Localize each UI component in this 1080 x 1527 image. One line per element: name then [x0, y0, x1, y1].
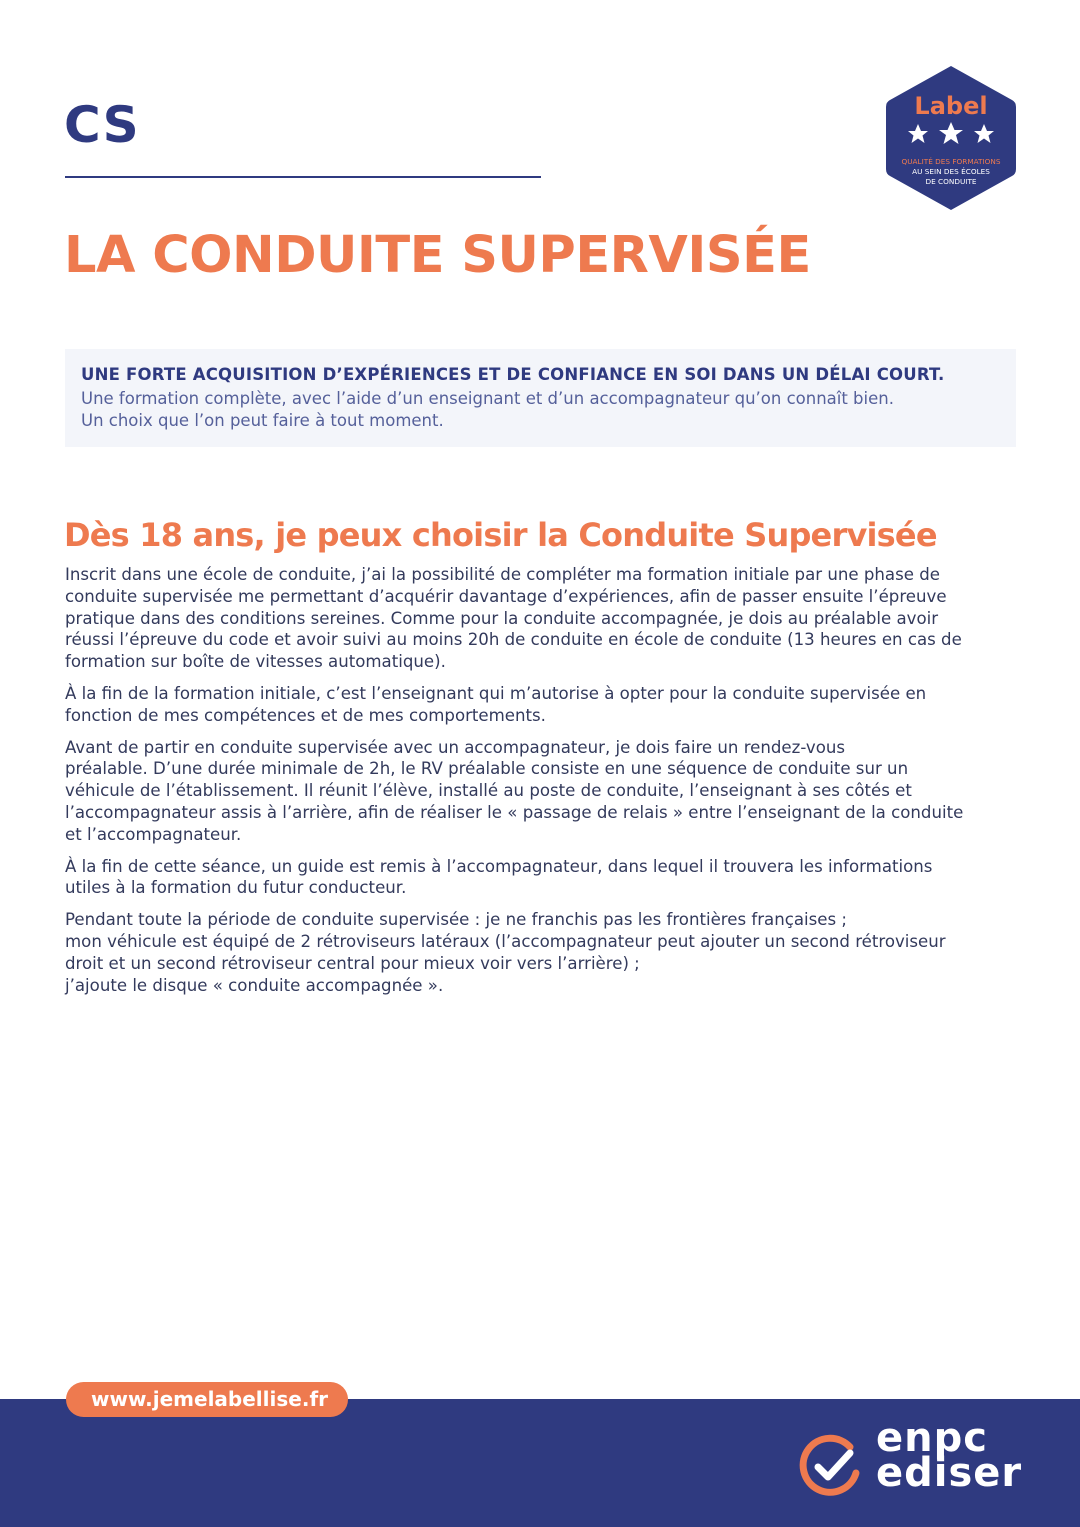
paragraph: [65, 564, 1025, 673]
website-link[interactable]: www.jemelabellise.fr: [66, 1382, 348, 1417]
section-heading: Dès 18 ans, je peux choisir la Conduite Supervisée: [64, 516, 937, 554]
text-line: j’ajoute le disque « conduite accompagnée ».: [65, 975, 444, 995]
intro-line: Une formation complète, avec l’aide d’un enseignant et d’un accompagnateur qu’on connaît bien.: [81, 389, 894, 408]
text-line: réussi l’épreuve du code et avoir suivi au moins 20h de conduite en école de conduite (13 heures en cas de: [65, 630, 962, 650]
enpc-ediser-logo: [798, 1415, 1028, 1505]
logo-line2: ediser: [876, 1450, 1023, 1496]
check-circle-icon: [798, 1433, 864, 1499]
page-title: LA CONDUITE SUPERVISÉE: [64, 226, 811, 285]
intro-line: Un choix que l’on peut faire à tout moment.: [81, 411, 444, 430]
section-body: [65, 564, 1025, 1006]
logo-line1: enpc: [876, 1415, 988, 1461]
text-line: Inscrit dans une école de conduite, j’ai la possibilité de compléter ma formation initiale par une phase de: [65, 565, 940, 584]
text-line: formation sur boîte de vitesses automatique).: [65, 652, 446, 672]
badge-label: Label: [914, 92, 988, 120]
paragraph: [65, 683, 1025, 727]
document-code: CS: [64, 96, 140, 154]
text-line: À la fin de la formation initiale, c’est l’enseignant qui m’autorise à opter pour la conduite supervisée en: [65, 683, 927, 703]
badge-line2: AU SEIN DES ÉCOLES: [912, 167, 990, 176]
text-line: fonction de mes compétences et de mes comportements.: [65, 705, 546, 725]
badge-line3: DE CONDUITE: [925, 177, 977, 186]
label-badge: [884, 64, 1018, 212]
text-line: mon véhicule est équipé de 2 rétroviseurs latéraux (l’accompagnateur peut ajouter un second rétroviseur: [65, 931, 946, 951]
text-line: droit et un second rétroviseur central pour mieux voir vers l’arrière) ;: [65, 953, 640, 973]
intro-box: [65, 349, 1016, 447]
text-line: et l’accompagnateur.: [65, 824, 242, 844]
paragraph: [65, 909, 1025, 996]
divider: [65, 176, 541, 178]
text-line: véhicule de l’établissement. Il réunit l’élève, installé au poste de conduite, l’enseignant à ses côtés et: [65, 781, 912, 801]
text-line: Pendant toute la période de conduite supervisée : je ne franchis pas les frontières françaises ;: [65, 910, 847, 930]
intro-heading: UNE FORTE ACQUISITION D’EXPÉRIENCES ET DE CONFIANCE EN SOI DANS UN DÉLAI COURT.: [81, 365, 945, 384]
text-line: À la fin de cette séance, un guide est remis à l’accompagnateur, dans lequel il trouvera les informations: [65, 856, 933, 876]
badge-line1: QUALITÉ DES FORMATIONS: [901, 157, 1001, 166]
text-line: pratique dans des conditions sereines. Comme pour la conduite accompagnée, je dois au préalable avoir: [65, 608, 939, 628]
text-line: Avant de partir en conduite supervisée avec un accompagnateur, je dois faire un rendez-vous: [65, 737, 846, 757]
paragraph: [65, 856, 1025, 900]
text-line: conduite supervisée me permettant d’acquérir davantage d’expériences, afin de passer ensuite l’épreuve: [65, 586, 947, 606]
text-line: utiles à la formation du futur conducteur.: [65, 878, 407, 898]
paragraph: [65, 737, 1025, 846]
text-line: l’accompagnateur assis à l’arrière, afin de réaliser le « passage de relais » entre l’enseignant de la conduite: [65, 802, 964, 822]
text-line: préalable. D’une durée minimale de 2h, le RV préalable consiste en une séquence de conduite sur un: [65, 759, 909, 779]
